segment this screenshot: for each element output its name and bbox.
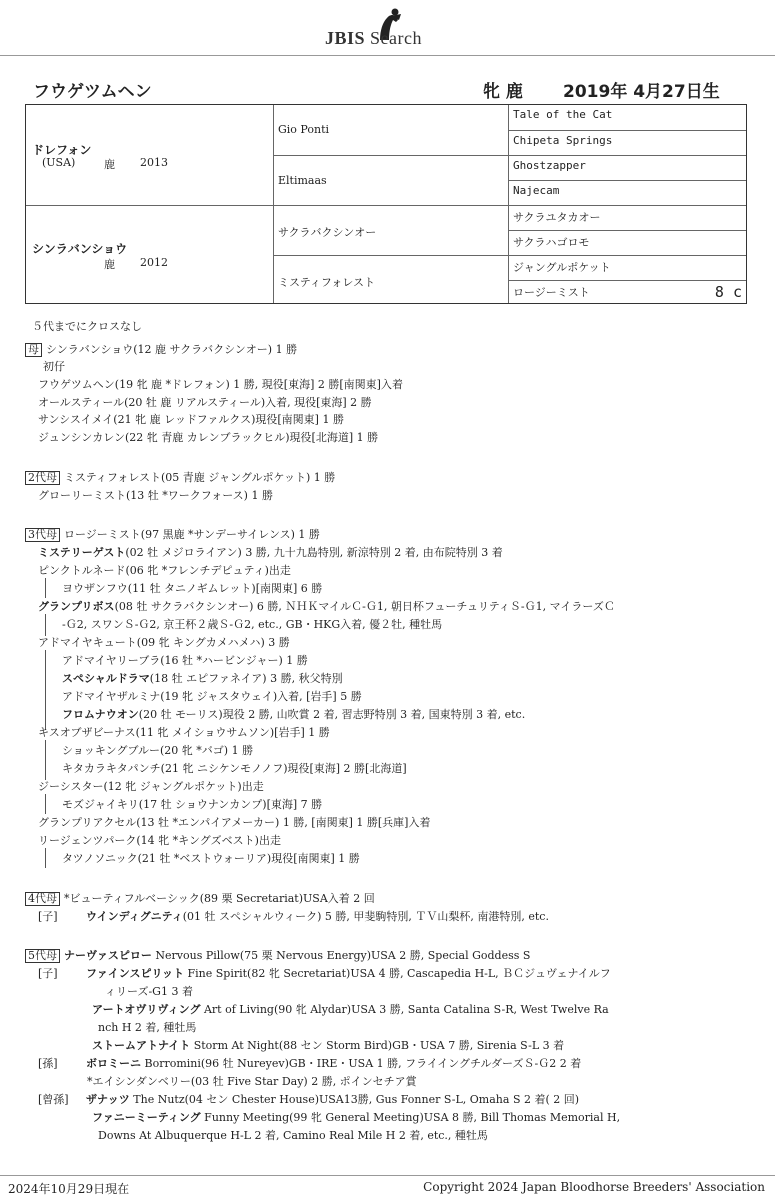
record-line [92, 1001, 609, 1017]
pedigree-g3-last-cell [509, 280, 746, 303]
horse-sex-color: 牝 鹿 [483, 82, 523, 102]
record-line [92, 1037, 564, 1053]
record-text: Funny Meeting(99 牝 General Meeting)USA 8 勝, Bill Thomas Memorial H, [200, 1111, 621, 1124]
pedigree-g3-cell: サクラユタカオー [509, 205, 746, 230]
pedigree-g3-cell: Najecam [509, 180, 746, 205]
pedigree-g3-cell: Ghostzapper [509, 155, 746, 180]
pedigree-g2-cell [274, 255, 509, 303]
sire-cell [26, 105, 274, 205]
record-text: グランプリアクセル(13 牡 *エンパイアメーカー) 1 勝, [南関東] 1 勝[兵庫]入着 [38, 816, 431, 829]
footer-divider [0, 1175, 775, 1176]
record-line [62, 688, 362, 704]
horse-name: フウゲツムヘン [33, 82, 152, 102]
pedigree-g2-name: サクラバクシンオー [278, 226, 377, 239]
record-line [43, 358, 65, 374]
record-text: キスオブザビーナス(11 牝 メイショウサムソン)[岩手] 1 勝 [38, 726, 330, 739]
record-text: シンラバンショウ(12 鹿 サクラバクシンオー) 1 勝 [46, 343, 298, 356]
record-text: -Ｇ2, スワンＳ-Ｇ2, 京王杯２歳Ｓ-Ｇ2, etc., GB・HKG入着, 優２牡, 種牡馬 [62, 618, 443, 631]
record-line [38, 965, 611, 981]
record-line [38, 634, 290, 650]
record-line [38, 908, 549, 924]
notable-horse-name: ストームアトナイト [92, 1039, 191, 1052]
record-text: アドマイヤリーブラ(16 牡 *ハービンジャー) 1 勝 [62, 654, 308, 667]
record-text: アドマイヤキュート(09 牝 キングカメハメハ) 3 勝 [38, 636, 290, 649]
record-line [25, 890, 375, 906]
dam-year: 2012 [140, 256, 168, 269]
record-line [98, 1019, 196, 1035]
record-line [38, 411, 344, 427]
record-line [105, 983, 193, 999]
dam-color: 鹿 [104, 258, 115, 271]
record-text: Storm At Night(88 セン Storm Bird)GB・USA 7 勝, Sirenia S-L 3 着 [190, 1039, 565, 1052]
cross-count: 8 c [714, 283, 742, 301]
tree-bar [45, 614, 46, 636]
dam-name: シンラバンショウ [32, 242, 128, 256]
notable-horse-name: スペシャルドラマ [62, 672, 150, 685]
pedigree-table [25, 104, 747, 304]
record-text: (08 牡 サクラバクシンオー) 6 勝, ＮＨＫマイルＣ-Ｇ1, 朝日杯フューチュリティＳ-Ｇ1, マイラーズＣ [114, 600, 615, 613]
record-text: サンシスイメイ(21 牝 鹿 レッドファルクス)現役[南関東] 1 勝 [38, 413, 344, 426]
record-text: ヨウザンフウ(11 牡 タニノギムレット)[南関東] 6 勝 [62, 582, 323, 595]
pedigree-g2-name: Gio Ponti [278, 123, 330, 136]
record-text: *ビューティフルベーシック(89 栗 Secretariat)USA入着 2 回 [64, 892, 375, 905]
record-line [38, 724, 330, 740]
pedigree-g2-cell [274, 205, 509, 255]
record-line [62, 580, 322, 596]
pedigree-g3-cell: Tale of the Cat [513, 108, 613, 121]
record-line [62, 760, 407, 776]
dam-cell [26, 205, 274, 303]
notable-horse-name: ミステリーゲスト [38, 546, 126, 559]
jbis-logo [325, 6, 465, 54]
record-line [62, 706, 525, 722]
sire-origin: (USA) [42, 156, 76, 169]
record-text: ジーシスター(12 牝 ジャングルポケット)出走 [38, 780, 264, 793]
record-line [62, 796, 322, 812]
notable-horse-name: ボロミーニ [86, 1057, 141, 1070]
record-text: ミスティフォレスト(05 青鹿 ジャングルポケット) 1 勝 [64, 471, 336, 484]
record-line [98, 1127, 488, 1143]
record-line [92, 1109, 620, 1125]
cross-note: ５代までにクロスなし [32, 320, 142, 333]
generation-label: 3代母 [25, 528, 60, 542]
record-text: ジュンシンカレン(22 牝 青鹿 カレンブラックヒル)現役[北海道] 1 勝 [38, 431, 379, 444]
as-of-date: 2024年10月29日現在 [8, 1182, 130, 1196]
record-text: キタカラキタパンチ(21 牝 ニシケンモノノフ)現役[東海] 2 勝[北海道] [62, 762, 407, 775]
record-line [38, 1055, 581, 1071]
generation-label: 母 [25, 343, 42, 357]
pedigree-g3-cell: ジャングルポケット [509, 255, 746, 280]
notable-horse-name: フロムナウオン [62, 708, 139, 721]
record-line [38, 394, 372, 410]
record-text: ロージーミスト(97 黒鹿 *サンデーサイレンス) 1 勝 [64, 528, 320, 541]
record-text: ピンクトルネード(06 牝 *フレンチデピュティ)出走 [38, 564, 291, 577]
record-line [38, 598, 615, 614]
record-text: フウゲツムヘン(19 牝 鹿 *ドレフォン) 1 勝, 現役[東海] 2 勝[南関東]入着 [38, 378, 403, 391]
notable-horse-name: ウインディグニティ [86, 910, 183, 923]
record-line [87, 1073, 417, 1089]
record-line [62, 616, 442, 632]
notable-horse-name: ザナッツ [86, 1093, 130, 1106]
record-text: (18 牡 エピファネイア) 3 勝, 秋父特別 [149, 672, 343, 685]
relation-label: [子] [38, 910, 58, 923]
relation-label: [曾孫] [38, 1093, 69, 1106]
record-text: Fine Spirit(82 牝 Secretariat)USA 4 勝, Cascapedia H-L, ＢＣジュヴェナイルフ [184, 967, 611, 980]
relation-label: [子] [38, 967, 58, 980]
tree-bar [45, 740, 46, 780]
record-text: オールスティール(20 牡 鹿 リアルスティール)入着, 現役[東海] 2 勝 [38, 396, 372, 409]
relation-label: [孫] [38, 1057, 58, 1070]
tree-bar [45, 848, 46, 868]
record-text: アドマイヤザルミナ(19 牝 ジャスタウェイ)入着, [岩手] 5 勝 [62, 690, 362, 703]
notable-horse-name: グランプリボス [38, 600, 115, 613]
copyright: Copyright 2024 Japan Bloodhorse Breeders' Association [423, 1180, 765, 1194]
sire-year: 2013 [140, 156, 168, 169]
tree-bar [45, 650, 46, 730]
record-text: (20 牡 モーリス)現役 2 勝, 山吹賞 2 着, 習志野特別 3 着, 国東特別 3 着, etc. [138, 708, 526, 721]
record-line [25, 341, 297, 357]
sire-name: ドレフォン [32, 143, 92, 157]
record-text: タツノソニック(21 牡 *ベストウォーリア)現役[南関東] 1 勝 [62, 852, 360, 865]
record-line [38, 487, 273, 503]
record-text: (02 牡 メジロライアン) 3 勝, 九十九島特別, 新涼特別 2 着, 由布院特別 3 着 [125, 546, 503, 559]
generation-label: 2代母 [25, 471, 60, 485]
pedigree-g2-name: ミスティフォレスト [278, 276, 376, 289]
pedigree-g3-cell: サクラハゴロモ [509, 230, 746, 255]
record-text: (01 牡 スペシャルウィーク) 5 勝, 甲斐駒特別, ＴＶ山梨杯, 南港特別, etc. [182, 910, 549, 923]
record-text: The Nutz(04 セン Chester House)USA13勝, Gus Fonner S-L, Omaha S 2 着( 2 回) [129, 1093, 580, 1106]
record-line [38, 544, 503, 560]
record-line [38, 1091, 579, 1107]
horse-birthdate: 2019年 4月27日生 [563, 82, 720, 102]
pedigree-g2-name: Eltimaas [278, 174, 327, 187]
sire-color: 鹿 [104, 158, 115, 171]
record-line [25, 947, 530, 963]
header-divider [0, 55, 775, 56]
generation-label: 4代母 [25, 892, 60, 906]
notable-horse-name: ファインスピリット [86, 967, 185, 980]
record-line [62, 652, 308, 668]
record-text: Art of Living(90 牝 Alydar)USA 3 勝, Santa Catalina S-R, West Twelve Ra [200, 1003, 609, 1016]
record-text: ィリーズ-G1 3 着 [105, 985, 193, 998]
record-line [62, 742, 253, 758]
record-line [25, 469, 335, 485]
pedigree-g2-cell [274, 105, 509, 155]
record-line [38, 778, 264, 794]
record-line [38, 814, 430, 830]
record-text: *エイシンダンベリー(03 牡 Five Star Day) 2 勝, ポインセチア賞 [87, 1075, 417, 1088]
record-text: モズジャイキリ(17 牡 ショウナンカンプ)[東海] 7 勝 [62, 798, 323, 811]
generation-label: 5代母 [25, 949, 60, 963]
record-text: nch H 2 着, 種牡馬 [98, 1021, 197, 1034]
record-text: Borromini(96 牡 Nureyev)GB・IRE・USA 1 勝, フライイングチルダーズＳ-Ｇ2 2 着 [141, 1057, 582, 1070]
notable-horse-name: アートオヴリヴィング [92, 1003, 201, 1016]
logo-text: JBIS Search [325, 28, 423, 48]
record-line [62, 850, 360, 866]
notable-horse-name: ファニーミーティング [92, 1111, 201, 1124]
record-line [25, 526, 320, 542]
pedigree-g3-cell: Chipeta Springs [509, 130, 746, 155]
record-text: Nervous Pillow(75 栗 Nervous Energy)USA 2 勝, Special Goddess S [151, 949, 531, 962]
record-text: 初仔 [43, 360, 65, 373]
tree-bar [45, 578, 46, 598]
tree-bar [45, 794, 46, 814]
pedigree-g3-name: ロージーミスト [513, 286, 590, 299]
record-text: Downs At Albuquerque H-L 2 着, Camino Real Mile H 2 着, etc., 種牡馬 [98, 1129, 488, 1142]
record-text: リージェンツパーク(14 牝 *キングズベスト)出走 [38, 834, 281, 847]
record-line [62, 670, 343, 686]
record-line [38, 429, 378, 445]
record-line [38, 832, 281, 848]
record-text: ショッキングブルー(20 牝 *バゴ) 1 勝 [62, 744, 254, 757]
record-text: グローリーミスト(13 牡 *ワークフォース) 1 勝 [38, 489, 273, 502]
notable-horse-name: ナーヴァスピロー [64, 949, 152, 962]
record-line [38, 376, 403, 392]
record-line [38, 562, 291, 578]
pedigree-g2-cell [274, 155, 509, 205]
